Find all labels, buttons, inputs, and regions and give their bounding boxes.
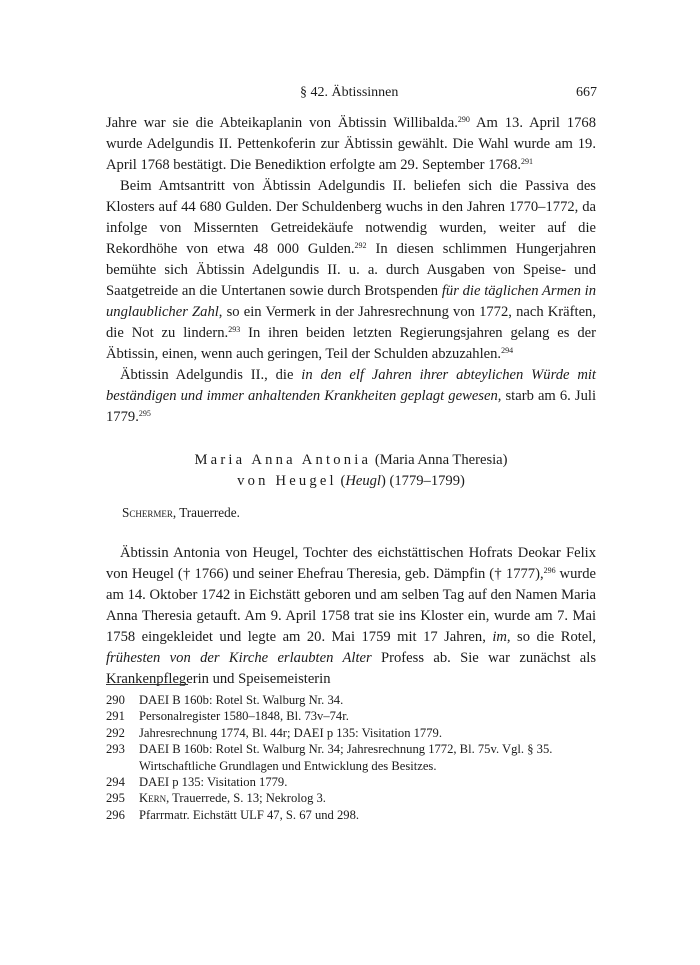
running-header-section: § 42. Äbtissinnen	[300, 85, 399, 100]
footnote-text-rest: , Trauerrede, S. 13; Nekrolog 3.	[166, 791, 326, 806]
paragraph	[106, 176, 596, 365]
footnote-number: 292	[106, 725, 125, 740]
footnote-number: 295	[106, 791, 125, 806]
heading-line-2	[106, 471, 596, 492]
footnote-ref: 294	[501, 346, 514, 355]
footnote	[106, 790, 596, 806]
footnote	[106, 708, 596, 724]
italic-quote: im	[492, 629, 507, 645]
heading-name: Maria Anna Antonia	[194, 452, 372, 468]
italic-quote: für die täglichen Armen in unglaublicher Zahl	[106, 283, 596, 320]
source-author: Schermer	[122, 505, 173, 520]
footnote-separator	[106, 684, 188, 685]
text-run: In ihren beiden letzten Regierungsjahren gelang es der Äbtissin, einen, wenn auch geringen, Teil der Schulden abzuzahlen.	[106, 325, 596, 362]
heading-dates: ) (1779–1799)	[380, 473, 465, 489]
footnote-ref: 290	[457, 115, 470, 124]
footnote-number: 291	[106, 709, 125, 724]
footnote-author: Kern	[139, 791, 167, 806]
text-run: , so ein Vermerk in der Jahresrechnung von 1772, nach Kräften, die Not zu lindern.	[106, 304, 596, 341]
footnote-text: DAEI p 135: Visitation 1779.	[139, 775, 288, 790]
text-run: Äbtissin Antonia von Heugel, Tochter des eichstättischen Hofrats Deokar Felix von Heugel († 1766) und seiner Ehefrau Theresia, geb. Dämpfin († 1777),	[106, 545, 596, 582]
footnote-text: Jahresrechnung 1774, Bl. 44r; DAEI p 135: Visitation 1779.	[139, 725, 442, 740]
footnote-ref: 293	[228, 325, 241, 334]
footnote	[106, 725, 596, 741]
text-run: Am 13. April 1768 wurde Adelgundis II. Pettenkoferin zur Äbtissin gewählt. Die Wahl wurde am 19. April 1768 bestätigt. Die Benediktion erfolgte am 29. September 1768.	[106, 115, 596, 173]
sources-line	[122, 505, 240, 521]
text-run: Jahre war sie die Abteikaplanin von Äbtissin Willibalda.	[106, 115, 458, 131]
text-run: In diesen schlimmen Hungerjahren bemühte sich Äbtissin Adelgundis II. u. a. durch Ausgaben von Speise- und Saatgetreide an die Untertanen sowie durch Brotspenden	[106, 241, 596, 299]
footnote	[106, 807, 596, 823]
paragraph	[106, 113, 596, 176]
page-number: 667	[576, 85, 597, 100]
footnote	[106, 692, 596, 708]
text-run: Profess ab. Sie war zunächst als Krankenpflegerin und Speisemeisterin	[106, 650, 597, 687]
paragraph	[106, 543, 596, 690]
italic-quote: in den elf Jahren ihrer abteylichen Würde mit beständigen und immer anhaltenden Krankheiten geplagt gewesen,	[106, 367, 596, 404]
footnote-text: Pfarrmatr. Eichstätt ULF 47, S. 67 und 298.	[139, 807, 360, 822]
footnote	[106, 774, 596, 790]
heading-line-1	[106, 450, 596, 471]
footnote-number: 296	[106, 807, 125, 822]
heading-variant: Heugl	[345, 473, 381, 489]
footnote-number: 294	[106, 775, 125, 790]
text-run: Beim Amtsantritt von Äbtissin Adelgundis II. beliefen sich die Passiva des Klosters auf 44 680 Gulden. Der Schuldenberg wuchs in den Jahren 1770–1772, da infolge von Missernten Getreidekäufe notwendig wurden, weiter auf die Rekordhöhe von etwa 48 000 Gulden.	[106, 178, 596, 257]
footnote-ref: 295	[138, 409, 151, 418]
footnote-text: DAEI B 160b: Rotel St. Walburg Nr. 34.	[139, 693, 344, 707]
body-text-block-1	[106, 113, 596, 428]
footnotes	[106, 692, 596, 823]
paragraph	[106, 365, 596, 428]
text-run: , so die Rotel,	[506, 629, 596, 645]
footnote	[106, 741, 596, 774]
body-text-block-2	[106, 543, 596, 690]
footnote-number: 290	[106, 693, 125, 707]
footnote-number: 293	[106, 742, 125, 757]
italic-quote: frühesten von der Kirche erlaubten Alter	[106, 650, 372, 666]
footnote-text: Personalregister 1580–1848, Bl. 73v–74r.	[139, 709, 349, 724]
heading-paren: (	[336, 473, 346, 489]
heading-alt-name: (Maria Anna Theresia)	[371, 452, 508, 468]
source-title: , Trauerrede.	[172, 505, 240, 520]
footnote-text	[139, 790, 596, 806]
text-run: starb am 6. Juli 1779.	[106, 388, 596, 425]
text-run: wurde am 14. Oktober 1742 in Eichstätt geboren und am selben Tag auf den Namen Maria Anna Theresia getauft. Am 9. April 1758 trat sie ins Kloster ein, wurde am 7. Mai 1758 eingekleidet und legte am 20. Mai 1759 mit 17 Jahren,	[106, 566, 596, 645]
section-heading	[106, 450, 596, 492]
footnote-ref: 292	[354, 241, 367, 250]
text-run: Äbtissin Adelgundis II., die	[120, 367, 302, 383]
footnote-ref: 296	[543, 566, 556, 575]
heading-surname: von Heugel	[237, 473, 337, 489]
footnote-text: DAEI B 160b: Rotel St. Walburg Nr. 34; Jahresrechnung 1772, Bl. 75v. Vgl. § 35. Wirtschaftliche Grundlagen und Entwicklung des Besitzes.	[139, 742, 553, 773]
footnote-ref: 291	[521, 157, 534, 166]
